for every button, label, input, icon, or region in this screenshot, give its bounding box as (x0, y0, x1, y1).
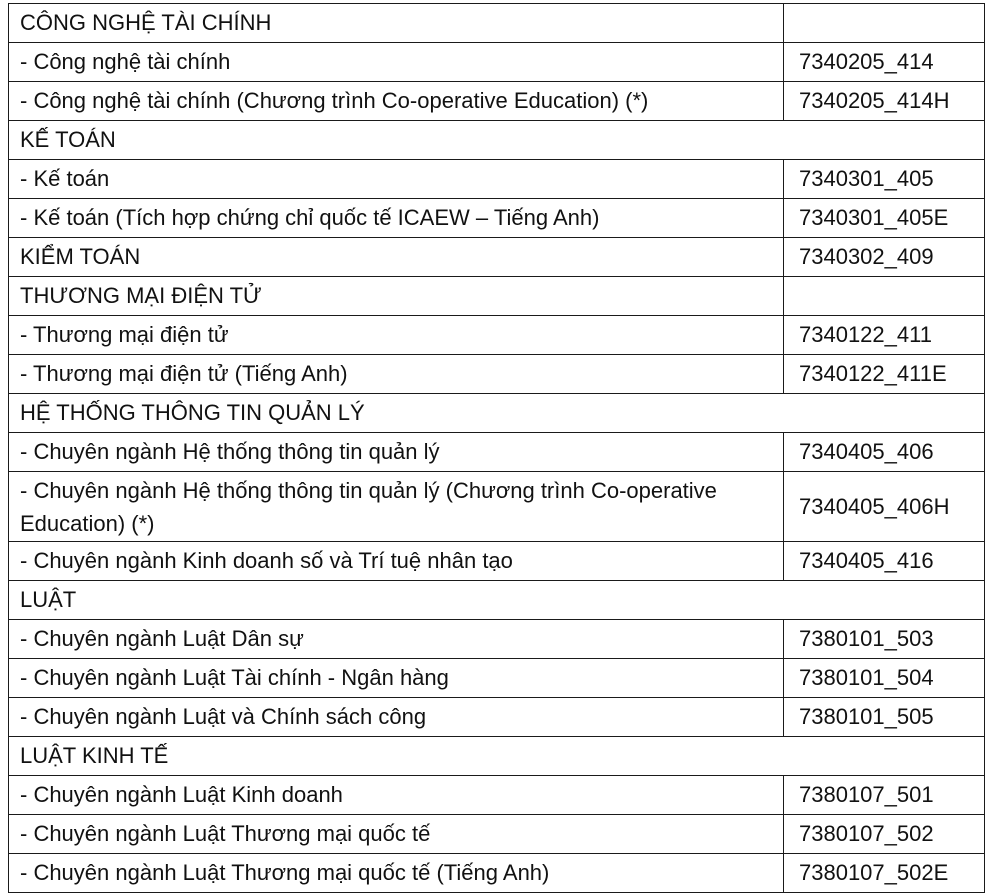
group-name-cell: CÔNG NGHỆ TÀI CHÍNH (9, 4, 784, 43)
major-code-cell: 7340301_405E (784, 199, 985, 238)
major-code-cell: 7340405_416 (784, 542, 985, 581)
group-row (9, 121, 985, 160)
table-row (9, 82, 985, 121)
major-name-cell: - Kế toán (Tích hợp chứng chỉ quốc tế ICAEW – Tiếng Anh) (9, 199, 784, 238)
group-row (9, 277, 985, 316)
major-name-cell: - Chuyên ngành Kinh doanh số và Trí tuệ nhân tạo (9, 542, 784, 581)
table-row (9, 698, 985, 737)
major-code-cell: 7380101_503 (784, 620, 985, 659)
group-name-cell: KẾ TOÁN (9, 121, 985, 160)
major-name-cell: - Chuyên ngành Luật Tài chính - Ngân hàng (9, 659, 784, 698)
major-code-cell: 7340122_411 (784, 316, 985, 355)
table-row (9, 542, 985, 581)
major-name-cell: - Kế toán (9, 160, 784, 199)
major-code-cell: 7340302_409 (784, 238, 985, 277)
table-row (9, 433, 985, 472)
major-name-cell: KIỂM TOÁN (9, 238, 784, 277)
major-code-cell: 7380107_502 (784, 815, 985, 854)
major-name-cell: - Chuyên ngành Luật Thương mại quốc tế (9, 815, 784, 854)
group-name-cell: HỆ THỐNG THÔNG TIN QUẢN LÝ (9, 394, 985, 433)
group-row (9, 581, 985, 620)
major-code-cell: 7380101_504 (784, 659, 985, 698)
major-code-cell: 7340205_414 (784, 43, 985, 82)
table-row (9, 316, 985, 355)
group-name-cell: LUẬT (9, 581, 985, 620)
table-row (9, 238, 985, 277)
major-name-cell: - Chuyên ngành Luật Thương mại quốc tế (Tiếng Anh) (9, 854, 784, 893)
major-code-cell: 7340122_411E (784, 355, 985, 394)
group-row (9, 394, 985, 433)
major-name-cell: - Chuyên ngành Luật và Chính sách công (9, 698, 784, 737)
table-row (9, 160, 985, 199)
major-name-cell: - Chuyên ngành Luật Dân sự (9, 620, 784, 659)
major-code-cell: 7380107_501 (784, 776, 985, 815)
group-code-cell (784, 4, 985, 43)
major-code-cell: 7380101_505 (784, 698, 985, 737)
group-row (9, 4, 985, 43)
group-row (9, 737, 985, 776)
major-name-cell: - Công nghệ tài chính (9, 43, 784, 82)
major-name-cell: - Thương mại điện tử (Tiếng Anh) (9, 355, 784, 394)
major-name-cell: - Chuyên ngành Hệ thống thông tin quản lý (9, 433, 784, 472)
major-name-cell: - Chuyên ngành Hệ thống thông tin quản lý (Chương trình Co-operative Education) (*) (9, 472, 784, 542)
majors-table-body (9, 4, 985, 893)
table-row (9, 815, 985, 854)
major-name-cell: - Thương mại điện tử (9, 316, 784, 355)
major-code-cell: 7340301_405 (784, 160, 985, 199)
major-name-cell: - Chuyên ngành Luật Kinh doanh (9, 776, 784, 815)
table-row (9, 620, 985, 659)
major-name-cell: - Công nghệ tài chính (Chương trình Co-operative Education) (*) (9, 82, 784, 121)
group-name-cell: LUẬT KINH TẾ (9, 737, 985, 776)
group-code-cell (784, 277, 985, 316)
table-row (9, 776, 985, 815)
majors-table (8, 3, 985, 893)
group-name-cell: THƯƠNG MẠI ĐIỆN TỬ (9, 277, 784, 316)
table-row (9, 472, 985, 542)
major-code-cell: 7340205_414H (784, 82, 985, 121)
major-code-cell: 7380107_502E (784, 854, 985, 893)
table-row (9, 659, 985, 698)
table-row (9, 355, 985, 394)
major-code-cell: 7340405_406 (784, 433, 985, 472)
table-row (9, 199, 985, 238)
table-row (9, 854, 985, 893)
major-code-cell: 7340405_406H (784, 472, 985, 542)
table-row (9, 43, 985, 82)
